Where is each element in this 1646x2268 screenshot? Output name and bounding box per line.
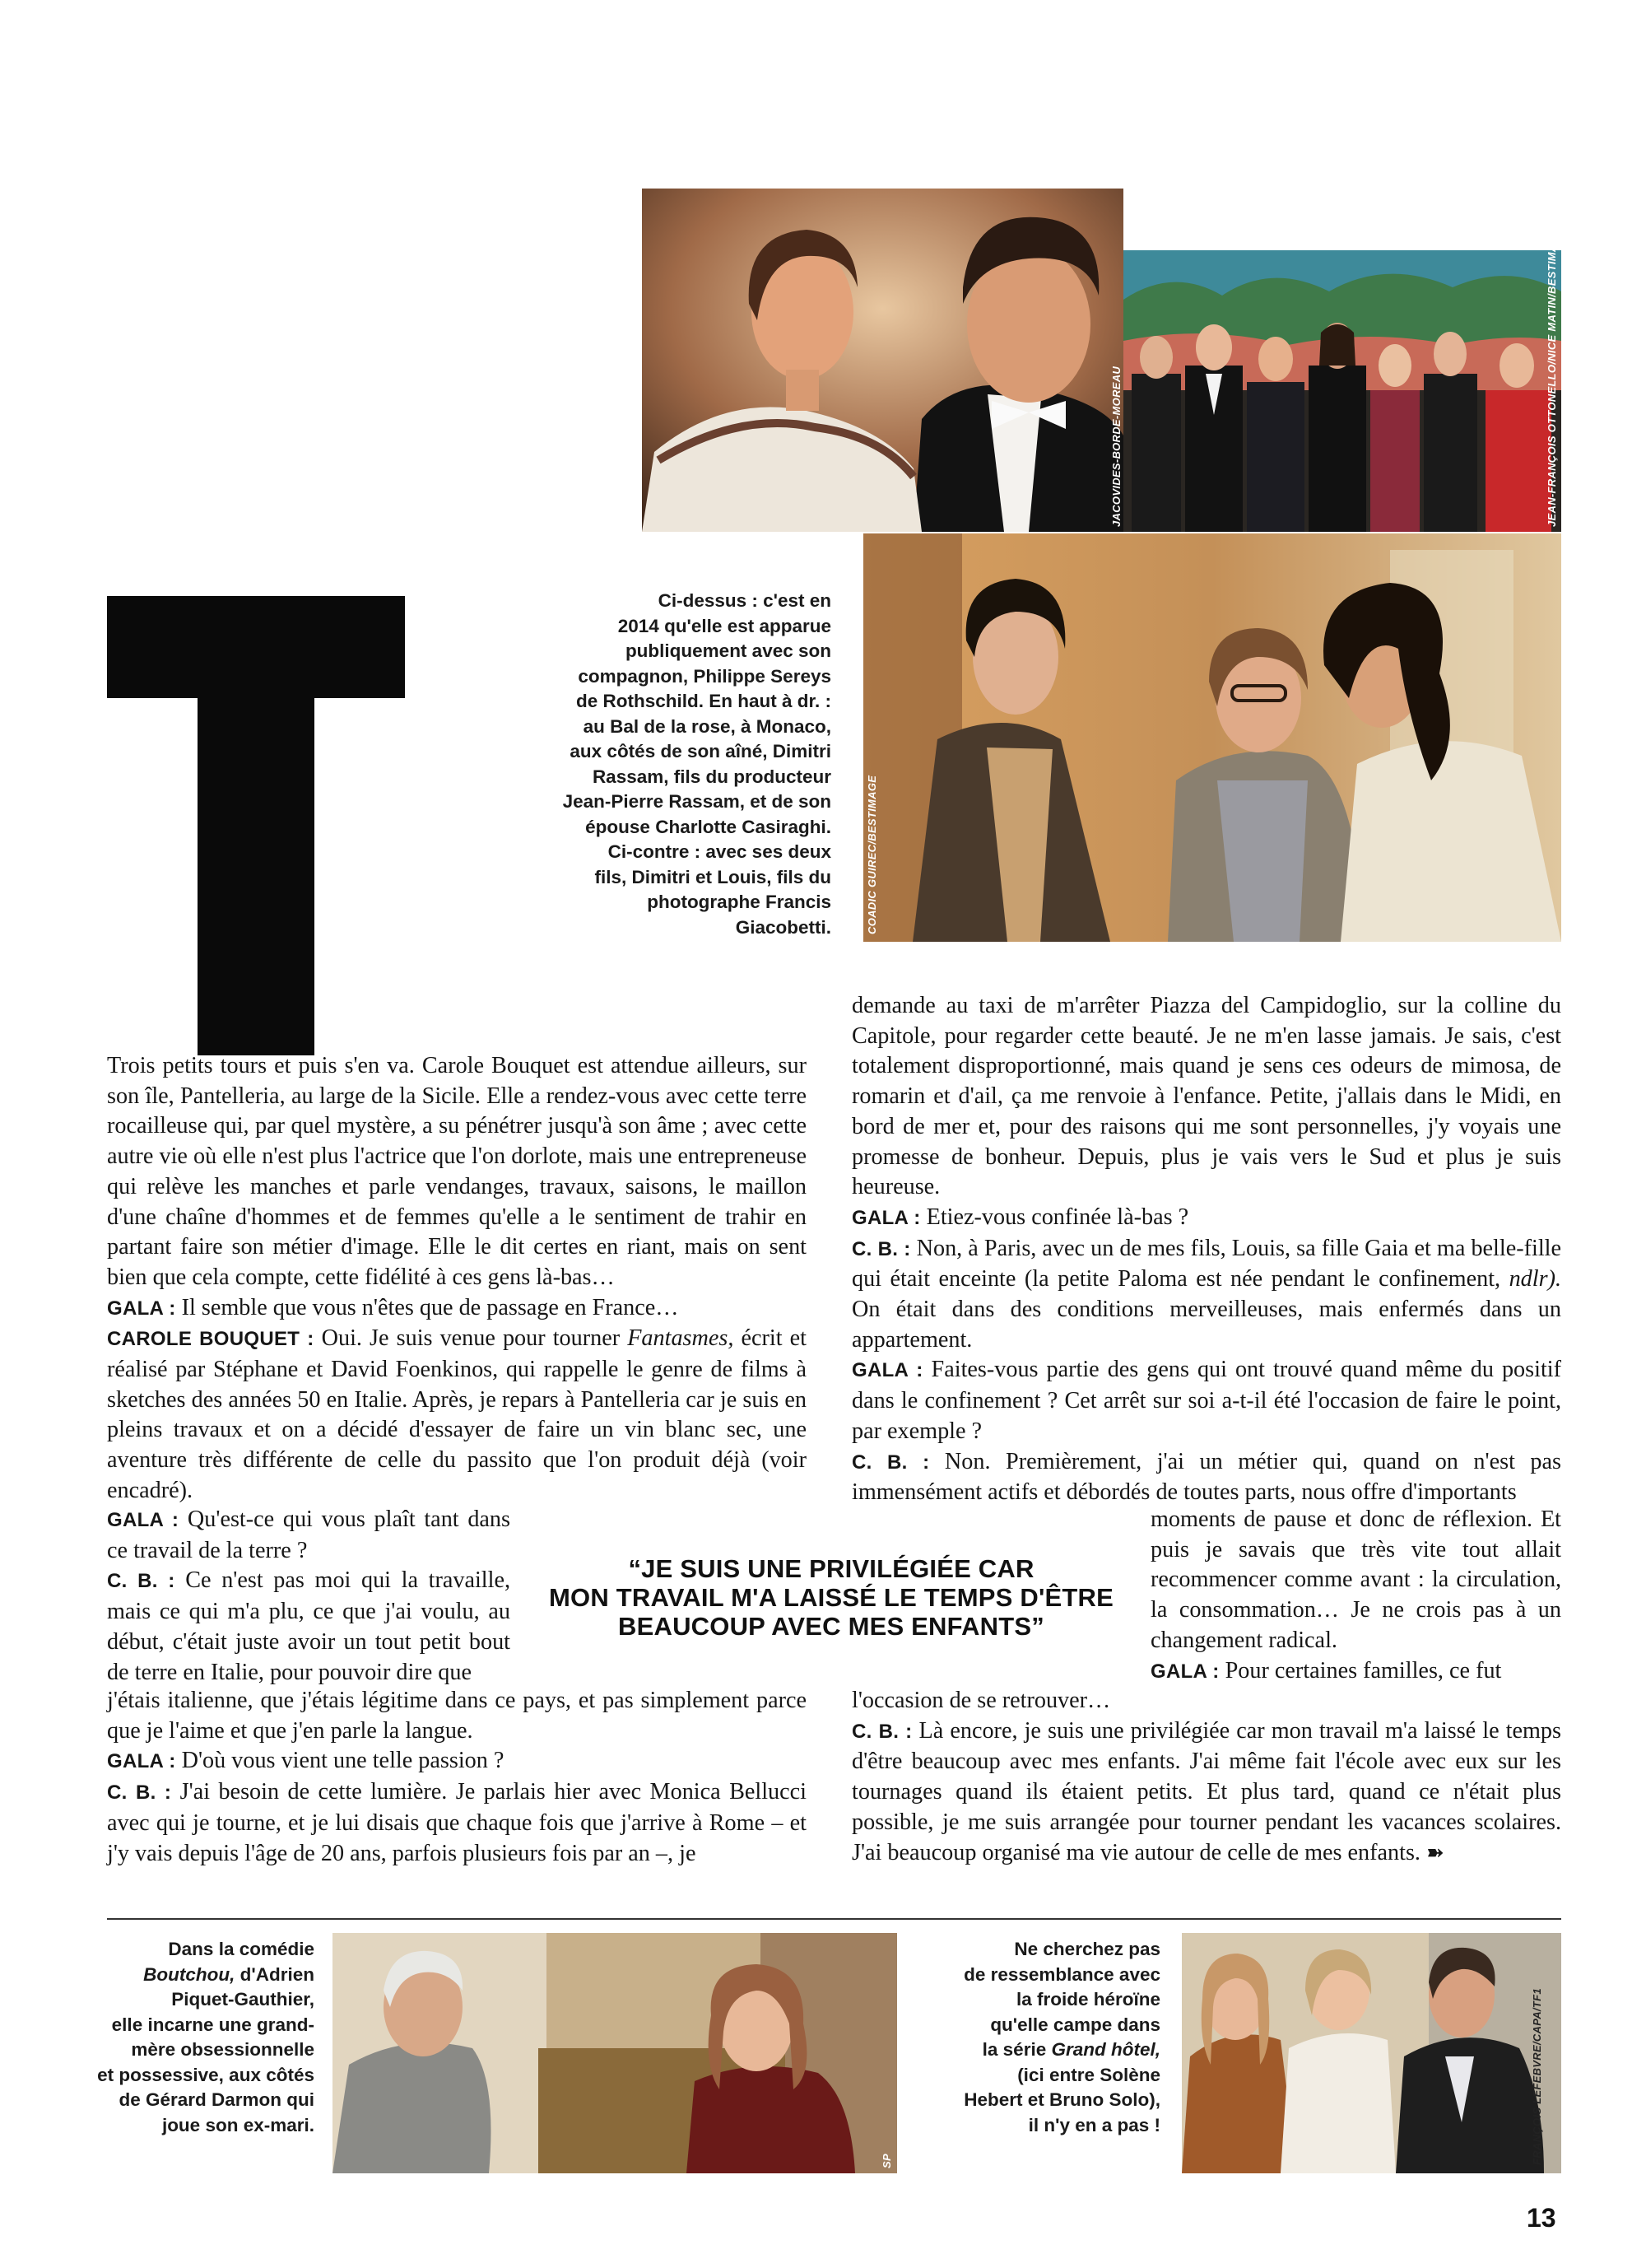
page-number: 13 [1527, 2203, 1556, 2233]
speaker: GALA : [107, 1509, 179, 1531]
caption-line: Ne cherchez pas [1014, 1939, 1160, 1959]
caption-line: de ressemblance avec [964, 1963, 1160, 1985]
qa-block [107, 1746, 807, 1777]
caption-grand-hotel [930, 1937, 1160, 2138]
bottom-rule [107, 1918, 1561, 1920]
qa-block [107, 1505, 510, 1566]
credit-bottom-right: FRANÇOIS LEFEBVRE/CAPA/TF1 [1531, 1988, 1543, 2165]
qa-block [852, 1716, 1561, 1869]
qa-block [107, 1566, 510, 1688]
answer-cont: moments de pause et donc de réflexion. Et puis je savais que très vite tout allait recommencer comme avant : la circulation, la consommation… Je ne crois pas à un changement radical. [1151, 1507, 1561, 1653]
qa-block [852, 1234, 1561, 1356]
qa-block [107, 1293, 807, 1325]
qa-block [852, 1355, 1561, 1446]
caption-main [527, 589, 831, 940]
series-title: Grand hôtel, [1051, 2039, 1160, 2060]
question: D'où vous vient une telle passion ? [181, 1748, 504, 1774]
photo-boutchou [332, 1933, 897, 2173]
caption-line: 2014 qu'elle est apparue [617, 615, 831, 636]
caption-line: au Bal de la rose, à Monaco, [583, 715, 831, 737]
question: Il semble que vous n'êtes que de passage en France… [181, 1294, 679, 1320]
pull-quote-line: BEAUCOUP AVEC MES ENFANTS” [618, 1612, 1044, 1641]
answer: On était dans des conditions merveilleuses, mais enfermés dans un appartement. [852, 1297, 1561, 1353]
caption-line: et possessive, aux côtés [97, 2064, 314, 2085]
photo-couple [642, 189, 1123, 532]
answer: écrit et réalisé par Stéphane et David Foenkinos, qui rappelle le genre de films à sketches des années 50 en Italie. Après, je repars à Pantelleria car je suis en pleins travaux et on a décidé d'essayer de faire un vin blanc sec, une aventure très différente de celle du passito que l'on produit déjà (voir encadré). [107, 1325, 807, 1503]
caption-line: mère obsessionnelle [131, 2039, 314, 2060]
credit-middle: COADIC GUIREC/BESTIMAGE [866, 775, 878, 934]
speaker: C. B. : [852, 1451, 930, 1474]
article-intro: Trois petits tours et puis s'en va. Carole Bouquet est attendue ailleurs, sur son île, Pantelleria, au large de la Sicile. Elle a rendez-vous avec cette terre rocailleuse qui, par quel mystère, a su pénétrer jusqu'à son âme ; avec cette autre vie où elle n'est plus l'actrice que l'on dorlote, mais une entrepreneuse qui relève les manches et parle vendanges, travaux, saisons, le maillon d'une chaîne d'hommes et de femmes qu'elle a le sentiment de trahir en partant faire son métier d'image. Elle le dit certes en riant, mais on sent bien que cela compte, cette fidélité à ces gens là-bas… [107, 1053, 807, 1290]
credit-bottom-left: SP [881, 2154, 893, 2168]
pull-quote [527, 1554, 1136, 1641]
caption-line: Hebert et Bruno Solo), [964, 2089, 1160, 2110]
caption-line: il n'y en a pas ! [1028, 2114, 1160, 2135]
caption-line: Piquet-Gauthier, [171, 1989, 314, 2010]
question: Faites-vous partie des gens qui ont trouvé quand même du positif dans le confinement ? Cet arrêt sur soi a-t-il été l'occasion de faire le point, par exemple ? [852, 1357, 1562, 1444]
answer-cont: demande au taxi de m'arrêter Piazza del Campidoglio, sur la colline du Capitole, pour regarder cette beauté. Je ne m'en lasse jamais. Je sais, c'est totalement disproportionné, mais quand je sens ces odeurs de mimosa, de romarin et d'ail, ça me renvoie à l'enfance. Petite, j'allais dans le Midi, en bord de mer et, pour des raisons qui me sont personnelles, j'y voyais une promesse de bonheur. Depuis, plus je vais vers le Sud et plus je suis heureuse. [852, 993, 1561, 1200]
caption-boutchou [82, 1937, 314, 2138]
answer: Ce n'est pas moi qui la travaille, mais ce qui m'a plu, ce que j'ai voulu, au début, c'était juste avoir un tout petit bout de terre en Italie, pour pouvoir dire que [107, 1567, 511, 1685]
speaker: GALA : [852, 1359, 923, 1382]
ndlr: ndlr). [1509, 1266, 1561, 1292]
caption-line: Ci-dessus : c'est en [658, 590, 831, 611]
speaker: GALA : [107, 1297, 176, 1320]
question-cont: l'occasion de se retrouver… [852, 1688, 1111, 1713]
caption-line: Giacobetti. [735, 916, 831, 938]
caption-line: la série Grand hôtel, [982, 2039, 1160, 2060]
caption-line: publiquement avec son [625, 640, 831, 661]
article-col-right-narrow [1151, 1505, 1561, 1687]
caption-line: photographe Francis [647, 892, 831, 912]
pull-quote-line: “JE SUIS UNE PRIVILÉGIÉE CAR [628, 1554, 1035, 1583]
film-title: Fantasmes, [627, 1325, 734, 1352]
caption-line: épouse Charlotte Casiraghi. [585, 816, 831, 837]
caption-line: de Rothschild. En haut à dr. : [575, 691, 831, 711]
caption-line: fils, Dimitri et Louis, fils du [594, 866, 831, 887]
caption-line: qu'elle campe dans [990, 2014, 1160, 2035]
speaker: GALA : [1151, 1660, 1220, 1683]
caption-line: Jean-Pierre Rassam, et de son [562, 791, 831, 812]
answer-cont: j'étais italienne, que j'étais légitime dans ce pays, et pas simplement parce que je l'aime et que j'en parle la langue. [107, 1688, 807, 1744]
answer: Non. Premièrement, j'ai un métier qui, quand on n'est pas immensément actifs et débordés de toutes parts, nous offre d'importants [852, 1448, 1562, 1506]
speaker: C. B. : [107, 1781, 172, 1805]
answer: J'ai besoin de cette lumière. Je parlais hier avec Monica Bellucci avec qui je tourne, et je lui disais que chaque fois que j'arrive à Rome – et j'y vais depuis l'âge de 20 ans, parfois plusieurs fois par an –, je [107, 1779, 807, 1866]
speaker: C. B. : [107, 1570, 175, 1593]
qa-block [107, 1777, 807, 1869]
answer: Oui. Je suis venue pour tourner [321, 1325, 621, 1352]
question: Qu'est-ce qui vous plaît tant dans ce travail de la terre ? [107, 1507, 510, 1563]
question: Pour certaines familles, ce fut [1225, 1657, 1502, 1684]
article-col-left-narrow [107, 1505, 510, 1688]
photo-bal-de-la-rose [1123, 228, 1561, 532]
answer: Là encore, je suis une privilégiée car mon travail m'a laissé le temps d'être beaucoup avec mes enfants. J'ai même fait l'école avec eux sur les tournages quand ils étaient petits. Et plus tard, quand ce n'était plus possible, je me suis arrangée pour tourner pendant les vacances scolaires. J'ai beaucoup organisé ma vie autour de celle de mes enfants. [852, 1717, 1561, 1865]
film-title: Boutchou, [143, 1963, 235, 1985]
caption-line: de Gérard Darmon qui [119, 2089, 314, 2110]
caption-line: aux côtés de son aîné, Dimitri [570, 741, 831, 761]
caption-line: Boutchou, d'Adrien [143, 1963, 314, 1985]
article-col-left-bottom [107, 1686, 807, 1869]
caption-line: compagnon, Philippe Sereys [578, 665, 831, 687]
speaker: GALA : [852, 1206, 921, 1229]
pull-quote-line: MON TRAVAIL M'A LAISSÉ LE TEMPS D'ÊTRE [549, 1583, 1114, 1612]
qa-block [1151, 1656, 1561, 1688]
speaker: C. B. : [852, 1720, 913, 1743]
qa-block [107, 1324, 807, 1506]
article-col-left-top [107, 1051, 807, 1507]
article-col-right-bottom [852, 1686, 1561, 1868]
continue-arrow-icon: ➽ [1426, 1840, 1444, 1865]
dropcap-t-stem [198, 696, 314, 1055]
caption-line: Dans la comédie [168, 1939, 314, 1959]
speaker: CAROLE BOUQUET : [107, 1328, 314, 1351]
photo-with-sons [863, 533, 1561, 942]
caption-line: elle incarne une grand- [111, 2014, 314, 2035]
credit-top-right: JEAN-FRANÇOIS OTTONELLO/NICE MATIN/BESTIMAGE [1546, 228, 1558, 527]
caption-line: (ici entre Solène [1017, 2064, 1160, 2085]
question: Etiez-vous confinée là-bas ? [926, 1204, 1189, 1230]
qa-block [852, 1203, 1561, 1234]
article-col-right-top [852, 991, 1561, 1508]
qa-block [852, 1447, 1561, 1508]
speaker: GALA : [107, 1750, 176, 1773]
caption-line: la froide héroïne [1016, 1989, 1160, 2010]
speaker: C. B. : [852, 1237, 911, 1260]
answer: Non, à Paris, avec un de mes fils, Louis, sa fille Gaia et ma belle-fille qui était enceinte (la petite Paloma est née pendant le confinement, [852, 1235, 1561, 1292]
caption-line: Rassam, fils du producteur [592, 766, 831, 787]
photo-grand-hotel [1182, 1933, 1561, 2173]
caption-line: Ci-contre : avec ses deux [607, 841, 831, 862]
credit-top-left: JACOVIDES-BORDE-MOREAU [1110, 366, 1123, 527]
caption-line: joue son ex-mari. [161, 2114, 314, 2135]
dropcap-t-top [107, 596, 405, 698]
